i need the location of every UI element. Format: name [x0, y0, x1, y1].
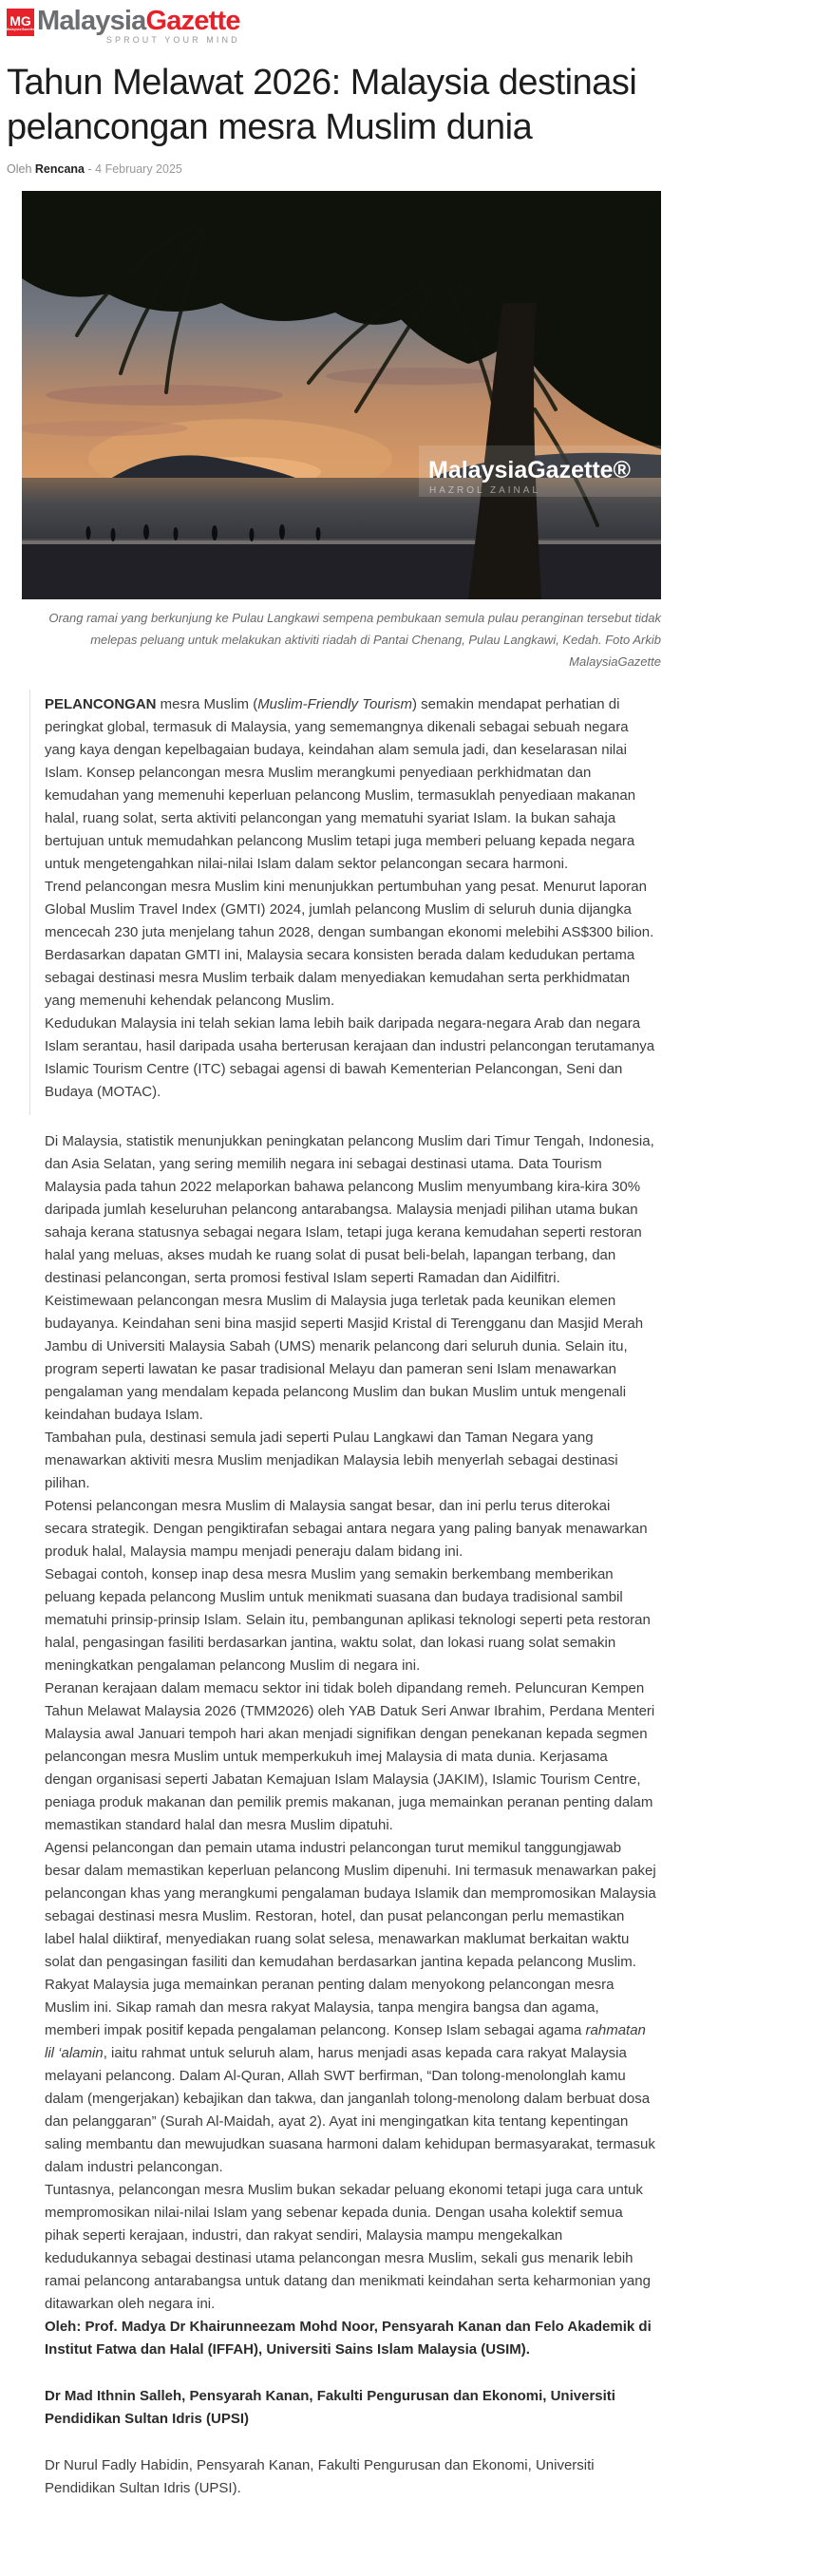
photo-watermark: MalaysiaGazette® [428, 457, 631, 483]
page-title: Tahun Melawat 2026: Malaysia destinasi pelancongan mesra Muslim dunia [7, 63, 637, 147]
lede-text: mesra Muslim ( [156, 696, 258, 712]
byline-author-link[interactable]: Rencana [34, 162, 85, 176]
author-credit-tertiary: Dr Nurul Fadly Habidin, Pensyarah Kanan, Fakulti Pengurusan dan Ekonomi, Universiti Pendidikan Sultan Idris (UPSI). [45, 2457, 595, 2496]
article-paragraph [45, 693, 656, 876]
body-paragraphs [45, 1130, 656, 2500]
malaysiagazette-logo[interactable] [7, 7, 832, 46]
article-paragraph: Tambahan pula, destinasi semula jadi seperti Pulau Langkawi dan Taman Negara yang menawarkan aktiviti mesra Muslim menjadikan Malaysia lebih menyerlah sebagai destinasi pilihan. [45, 1430, 618, 1491]
brand-malaysia: Malaysia [37, 6, 146, 36]
article-body [29, 690, 656, 2500]
brand-name [37, 7, 240, 35]
byline-date: 4 February 2025 [95, 162, 182, 176]
hero-figure [22, 191, 661, 672]
article-paragraph: Sebagai contoh, konsep inap desa mesra Muslim yang semakin berkembang memberikan peluang kepada pelancong Muslim untuk menikmati suasana dan budaya tradisional sambil mematuhi prinsip-prinsip Islam. Selain itu, pembangunan aplikasi teknologi seperti peta restoran halal, pengasingan fasiliti berdasarkan jantina, waktu solat, dan lokasi ruang solat semakin meningkatkan pengalaman pelancong Muslim di negara ini. [45, 1566, 651, 1674]
author-credit-secondary: Dr Mad Ithnin Salleh, Pensyarah Kanan, Fakulti Pengurusan dan Ekonomi, Universiti Pendidikan Sultan Idris (UPSI) [45, 2388, 615, 2427]
author-credit-primary: Oleh: Prof. Madya Dr Khairunneezam Mohd Noor, Pensyarah Kanan dan Felo Akademik di Institut Fatwa dan Halal (IFFAH), Universiti Sains Islam Malaysia (USIM). [45, 2319, 652, 2358]
byline-separator: - [87, 162, 92, 176]
article-paragraph: Trend pelancongan mesra Muslim kini menunjukkan pertumbuhan yang pesat. Menurut laporan Global Muslim Travel Index (GMTI) 2024, jumlah pelancong Muslim di seluruh dunia dijangka mencecah 230 juta menjelang tahun 2028, dengan sumbangan ekonomi melebihi AS$300 bilion. Berdasarkan dapatan GMTI ini, Malaysia secara konsisten berada dalam kedudukan pertama sebagai destinasi mesra Muslim terbaik dalam menyediakan kemudahan serta perkhidmatan yang memenuhi kehendak pelancong Muslim. [45, 879, 654, 1009]
closing-italic-term: rahmatan lil ‘alamin [45, 2022, 646, 2061]
article-paragraph: Agensi pelancongan dan pemain utama industri pelancongan turut memikul tanggungjawab besar dalam memastikan keperluan pelancong Muslim dipenuhi. Ini termasuk menawarkan pakej pelancongan khas yang merangkumi pengalaman budaya Islamik dan mempromosikan Malaysia sebagai destinasi mesra Muslim. Restoran, hotel, dan pusat pelancongan perlu memastikan label halal diiktiraf, menyediakan ruang solat selesa, menawarkan maklumat berkaitan waktu solat dan pengasingan fasiliti dan kemudahan berdasarkan jantina kepada pelancong Muslim. [45, 1840, 656, 1970]
article-paragraph: Di Malaysia, statistik menunjukkan peningkatan pelancong Muslim dari Timur Tengah, Indonesia, dan Asia Selatan, yang sering memilih negara ini sebagai destinasi utama. Data Tourism Malaysia pada tahun 2022 melaporkan bahawa pelancong Muslim menyumbang kira-kira 30% daripada jumlah keseluruhan pelancong antarabangsa. Malaysia menjadi pilihan utama bukan sahaja kerana statusnya sebagai negara Islam, tetapi juga kerana kemudahan seperti restoran halal yang meluas, akses mudah ke ruang solat di pusat beli-belah, lapangan terbang, dan destinasi pelancongan, serta promosi festival Islam seperti Ramadan dan Aidilfitri. [45, 1133, 654, 1286]
byline-prefix: Oleh [7, 162, 32, 176]
mg-logo-icon [7, 9, 34, 36]
brand-wordmark [37, 7, 240, 46]
closing-text: Rakyat Malaysia juga memainkan peranan penting dalam menyokong pelancongan mesra Muslim ini. Sikap ramah dan mesra rakyat Malaysia, tanpa mengira bangsa dan agama, memberi impak positif kepada pengalaman pelancong. Konsep Islam sebagai agama [45, 1977, 615, 2038]
bottom-spacer [0, 2500, 832, 2521]
byline [7, 162, 832, 176]
closing-text: , iaitu rahmat untuk seluruh alam, harus menjadi asas kepada cara rakyat Malaysia melayani pelancong. Dalam Al-Quran, Allah SWT berfirman, “Dan tolong-menolonglah kamu dalam (mengerjakan) kebajikan dan takwa, dan janganlah tolong-menolong dalam berbuat dosa dan pelanggaran” (Surah Al-Maidah, ayat 2). Ayat ini mengingatkan kita tentang kepentingan saling membantu dan mewujudkan suasana harmoni dalam kehidupan bermasyarakat, termasuk dalam industri pelancongan. [45, 2045, 655, 2175]
mg-logo-subtext: MalaysiaGazette [6, 27, 35, 31]
hero-caption: Orang ramai yang berkunjung ke Pulau Langkawi sempena pembukaan semula pulau peranginan tersebut tidak melepas peluang untuk melakukan aktiviti riadah di Pantai Chenang, Pulau Langkawi, Kedah. Foto Arkib MalaysiaGazette [48, 611, 661, 669]
lede-lead-word: PELANCONGAN [45, 696, 157, 712]
hero-photo-langkawi-sunset [22, 191, 661, 599]
brand-tagline: SPROUT YOUR MIND [105, 35, 240, 45]
photo-credit: HAZROL ZAINAL [429, 485, 540, 496]
site-header [0, 0, 832, 46]
article-paragraph: Potensi pelancongan mesra Muslim di Malaysia sangat besar, dan ini perlu terus diterokai secara strategik. Dengan pengiktirafan sebagai antara negara yang paling banyak menawarkan produk halal, Malaysia mampu menjadi peneraju dalam bidang ini. [45, 1498, 648, 1560]
article-paragraph [45, 1974, 656, 2179]
article-paragraph: Keistimewaan pelancongan mesra Muslim di Malaysia juga terletak pada keunikan elemen budayanya. Keindahan seni bina masjid seperti Masjid Kristal di Terengganu dan Masjid Merah Jambu di Universiti Malaysia Sabah (UMS) menarik pelancong dari seluruh dunia. Selain itu, program seperti lawatan ke pasar tradisional Melayu dan pameran seni Islam menawarkan pengalaman yang mendalam kepada pelancong Muslim dan bukan Muslim untuk mengenali keindahan budaya Islam. [45, 1293, 644, 1423]
lede-italic-term: Muslim-Friendly Tourism [257, 696, 412, 712]
brand-gazette: Gazette [145, 6, 240, 36]
lede-text: ) semakin mendapat perhatian di peringkat global, termasuk di Malaysia, yang sememangnya dikenali sebagai sebuah negara yang kaya dengan kepelbagaian budaya, keindahan alam semula jadi, dan keselarasan nilai Islam. Konsep pelancongan mesra Muslim merangkumi penyediaan perkhidmatan dan kemudahan yang memenuhi keperluan pelancong Muslim, termasuklah penyediaan makanan halal, ruang solat, serta aktiviti pelancongan yang mematuhi syariat Islam. Ia bukan sahaja bertujuan untuk memudahkan pelancong Muslim tetapi juga memberi peluang kepada negara untuk mengetengahkan nilai-nilai Islam dalam sektor pelancongan secara harmoni. [45, 696, 636, 872]
mg-logo-letters: MG [9, 12, 31, 28]
article-paragraph: Peranan kerajaan dalam memacu sektor ini tidak boleh dipandang remeh. Peluncuran Kempen Tahun Melawat Malaysia 2026 (TMM2026) oleh YAB Datuk Seri Anwar Ibrahim, Perdana Menteri Malaysia awal Januari tempoh hari akan menjadi signifikan dengan penekanan kepada segmen pelancongan mesra Muslim untuk memperkukuh imej Malaysia di mata dunia. Kerjasama dengan organisasi seperti Jabatan Kemajuan Islam Malaysia (JAKIM), Islamic Tourism Centre, peniaga produk makanan dan pemilik premis makanan, juga memainkan peranan penting dalam memastikan standard halal dan mesra Muslim dipatuhi. [45, 1680, 655, 1833]
article-paragraph: Tuntasnya, pelancongan mesra Muslim bukan sekadar peluang ekonomi tetapi juga cara untuk mempromosikan nilai-nilai Islam yang sebenar kepada dunia. Dengan usaha kolektif semua pihak seperti kerajaan, industri, dan rakyat sendiri, Malaysia mampu mengekalkan kedudukannya sebagai destinasi utama pelancongan mesra Muslim, sekali gus menarik lebih ramai pelancong antarabangsa untuk datang dan menikmati keindahan serta keharmonian yang ditawarkan oleh negara ini. [45, 2182, 651, 2312]
article-paragraph: Kedudukan Malaysia ini telah sekian lama lebih baik daripada negara-negara Arab dan negara Islam serantau, hasil daripada usaha berterusan kerajaan dan industri pelancongan terutamanya Islamic Tourism Centre (ITC) sebagai agensi di bawah Kementerian Pelancongan, Seni dan Budaya (MOTAC). [45, 1015, 655, 1100]
lede-block [29, 690, 656, 1115]
